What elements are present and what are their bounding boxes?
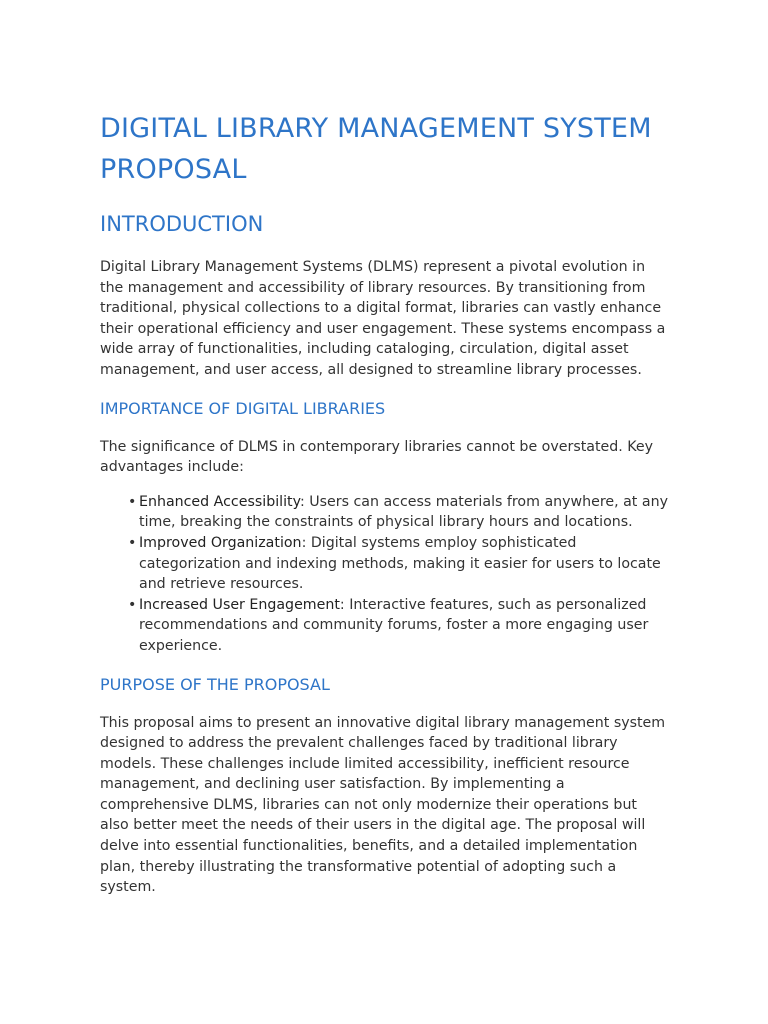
list-item xyxy=(128,533,670,595)
advantages-list xyxy=(100,492,670,657)
bullet-term: Enhanced Accessibility xyxy=(139,493,300,510)
purpose-heading: PURPOSE OF THE PROPOSAL xyxy=(100,674,330,694)
importance-heading: IMPORTANCE OF DIGITAL LIBRARIES xyxy=(100,398,386,418)
bullet-text: : Interactive features, such as personalized recommendations and community forums, foster a more engaging user experience. xyxy=(139,596,649,654)
bullet-term: Increased User Engagement xyxy=(139,596,340,613)
bullet-icon: • xyxy=(128,534,137,551)
list-item xyxy=(128,492,670,533)
purpose-paragraph: This proposal aims to present an innovative digital library management system designed to address the prevalent challenges faced by traditional library models. These challenges include limited accessibility, inefficient resource management, and declining user satisfaction. By implementing a comprehensive DLMS, libraries can not only modernize their operations but also better meet the needs of their users in the digital age. The proposal will delve into essential functionalities, benefits, and a detailed implementation plan, thereby illustrating the transformative potential of adopting such a system. xyxy=(100,714,666,896)
bullet-icon: • xyxy=(128,596,137,613)
bullet-text: : Users can access materials from anywhere, at any time, breaking the constraints of physical library hours and locations. xyxy=(139,493,668,531)
introduction-heading: INTRODUCTION xyxy=(100,212,264,236)
bullet-term: Improved Organization xyxy=(139,534,302,551)
document-page xyxy=(100,108,670,898)
introduction-paragraph: Digital Library Management Systems (DLMS) represent a pivotal evolution in the management and accessibility of library resources. By transitioning from traditional, physical collections to a digital format, libraries can vastly enhance their operational efficiency and user engagement. These systems encompass a wide array of functionalities, including cataloging, circulation, digital asset management, and user access, all designed to streamline library processes. xyxy=(100,259,666,378)
importance-paragraph: The significance of DLMS in contemporary libraries cannot be overstated. Key advantages include: xyxy=(100,438,654,476)
list-item xyxy=(128,595,670,657)
document-title: DIGITAL LIBRARY MANAGEMENT SYSTEM PROPOSAL xyxy=(100,113,652,185)
bullet-icon: • xyxy=(128,493,137,510)
bullet-text: : Digital systems employ sophisticated categorization and indexing methods, making it easier for users to locate and retrieve resources. xyxy=(139,534,661,593)
